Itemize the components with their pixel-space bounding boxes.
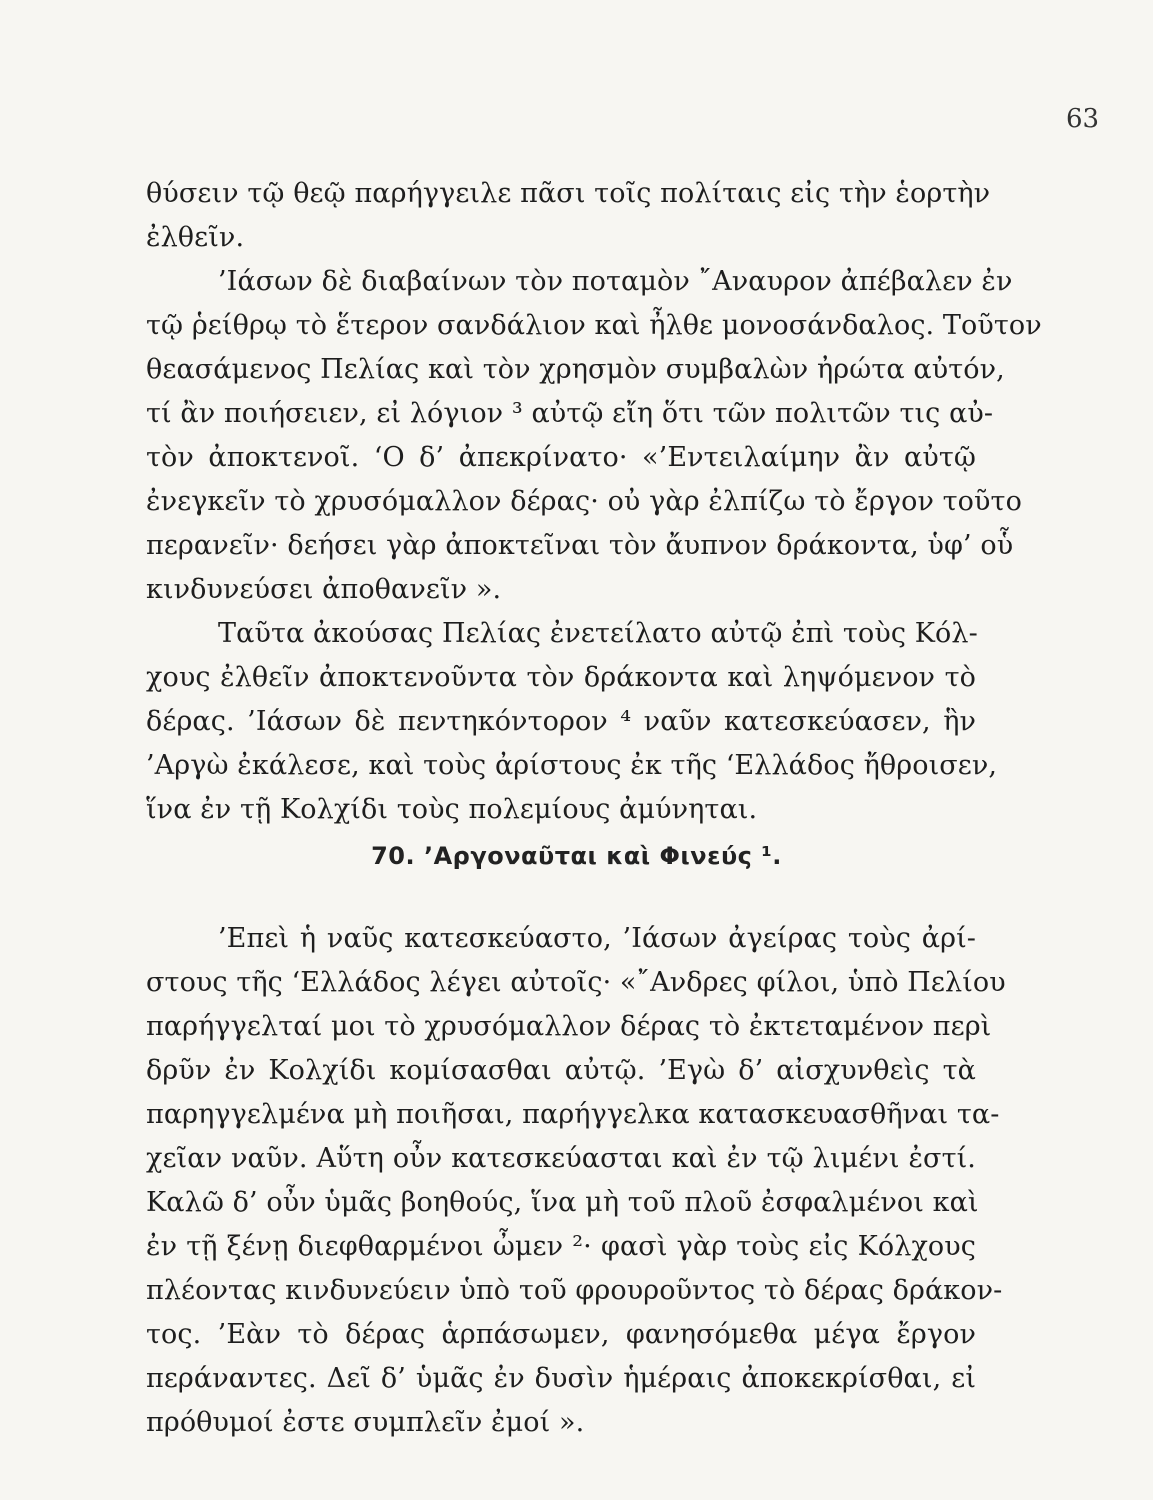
page-number: 63 <box>1066 104 1100 134</box>
text-line: Καλῶ δ’ οὖν ὑμᾶς βοηθούς, ἵνα μὴ τοῦ πλοῦ ἐσφαλμένοι καὶ <box>146 1187 979 1218</box>
text-line: ’Ιάσων δὲ διαβαίνων τὸν ποταμὸν ῎Αναυρον ἀπέβαλεν ἐν <box>218 266 1013 297</box>
text-line: παρήγγελταί μοι τὸ χρυσόμαλλον δέρας τὸ ἐκτεταμένον περὶ <box>146 1011 992 1042</box>
text-line: περάναντες. Δεῖ δ’ ὑμᾶς ἐν δυσὶν ἡμέραις ἀποκεκρίσθαι, εἰ <box>146 1363 976 1394</box>
text-block-1 <box>146 172 1042 832</box>
text-line: κινδυνεύσει ἀποθανεῖν ». <box>146 574 502 605</box>
text-line: πρόθυμοί ἐστε συμπλεῖν ἐμοί ». <box>146 1407 585 1438</box>
section-heading: 70. ’Αργοναῦται καὶ Φινεύς ¹. <box>371 842 782 870</box>
text-line: τῷ ῥείθρῳ τὸ ἕτερον σανδάλιον καὶ ἦλθε μονοσάνδαλος. Τοῦτον <box>146 310 1042 341</box>
text-line: δρῦν ἐν Κολχίδι κομίσασθαι αὐτῷ. ’Εγὼ δ’ αἰσχυνθεὶς τὰ <box>146 1055 976 1086</box>
text-block-2 <box>146 917 1006 1445</box>
text-line: στους τῆς ‘Ελλάδος λέγει αὐτοῖς· «῎Ανδρες φίλοι, ὑπὸ Πελίου <box>146 967 1006 998</box>
text-line: ’Αργὼ ἐκάλεσε, καὶ τοὺς ἀρίστους ἐκ τῆς ‘Ελλάδος ἤθροισεν, <box>146 750 998 781</box>
text-line: ἐν τῇ ξένῃ διεφθαρμένοι ὦμεν ²· φασὶ γὰρ τοὺς εἰς Κόλχους <box>146 1231 976 1262</box>
text-line: τί ἂν ποιήσειεν, εἰ λόγιον ³ αὐτῷ εἴη ὅτι τῶν πολιτῶν τις αὐ- <box>146 398 994 429</box>
text-line: ἵνα ἐν τῇ Κολχίδι τοὺς πολεμίους ἀμύνηται. <box>146 794 758 825</box>
text-line: πλέοντας κινδυνεύειν ὑπὸ τοῦ φρουροῦντος τὸ δέρας δράκον- <box>146 1275 1003 1306</box>
text-line: περανεῖν· δεήσει γὰρ ἀποκτεῖναι τὸν ἄυπνον δράκοντα, ὑφ’ οὗ <box>146 530 1014 561</box>
text-line: θεασάμενος Πελίας καὶ τὸν χρησμὸν συμβαλὼν ἠρώτα αὐτόν, <box>146 354 1005 385</box>
text-line: θύσειν τῷ θεῷ παρήγγειλε πᾶσι τοῖς πολίταις εἰς τὴν ἑορτὴν <box>146 178 991 209</box>
text-line: χους ἐλθεῖν ἀποκτενοῦντα τὸν δράκοντα καὶ ληψόμενον τὸ <box>146 662 976 693</box>
text-line: ἐλθεῖν. <box>146 222 245 253</box>
text-line: τὸν ἀποκτενοῖ. ‘Ο δ’ ἀπεκρίνατο· «’Εντειλαίμην ἂν αὐτῷ <box>146 442 976 473</box>
text-line: δέρας. ’Ιάσων δὲ πεντηκόντορον ⁴ ναῦν κατεσκεύασεν, ἣν <box>146 706 976 737</box>
text-line: τος. ’Εὰν τὸ δέρας ἁρπάσωμεν, φανησόμεθα μέγα ἔργον <box>146 1319 976 1350</box>
text-line: παρηγγελμένα μὴ ποιῆσαι, παρήγγελκα κατασκευασθῆναι τα- <box>146 1099 1000 1130</box>
text-line: χεῖαν ναῦν. Αὕτη οὖν κατεσκεύασται καὶ ἐν τῷ λιμένι ἐστί. <box>146 1143 976 1174</box>
text-line: ἐνεγκεῖν τὸ χρυσόμαλλον δέρας· οὐ γὰρ ἐλπίζω τὸ ἔργον τοῦτο <box>146 486 1022 517</box>
text-line: Ταῦτα ἀκούσας Πελίας ἐνετείλατο αὐτῷ ἐπὶ τοὺς Κόλ- <box>218 618 978 649</box>
text-line: ’Επεὶ ἡ ναῦς κατεσκεύαστο, ’Ιάσων ἀγείρας τοὺς ἀρί- <box>218 923 976 954</box>
